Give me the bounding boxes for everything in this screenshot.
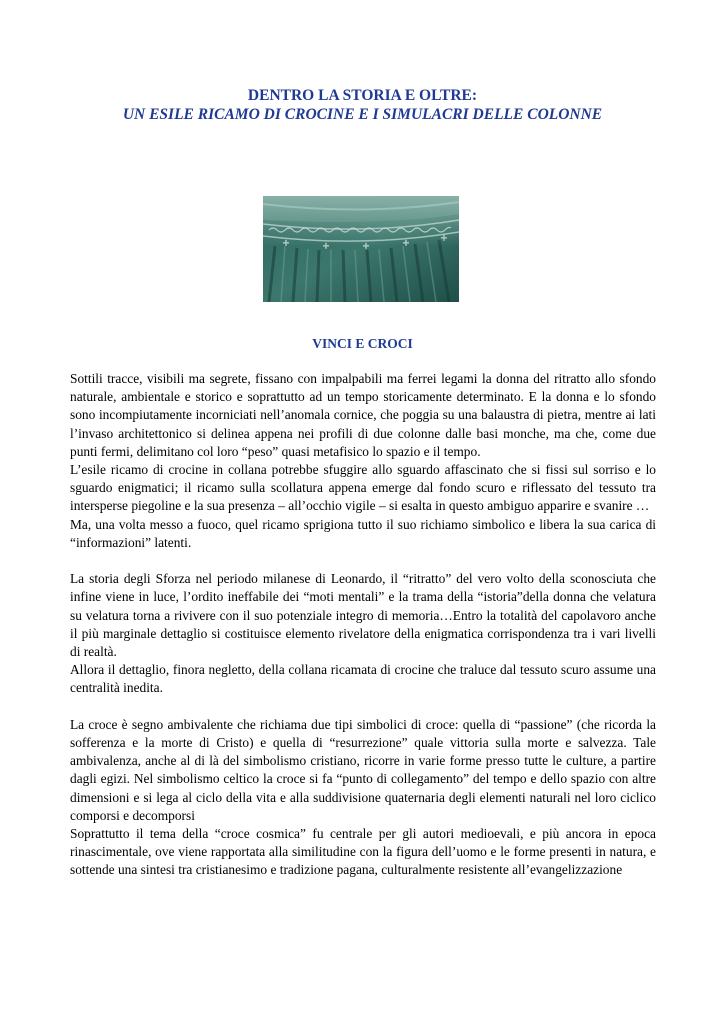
embroidered-collar-image xyxy=(263,196,459,302)
body-text xyxy=(70,370,656,880)
paragraph: L’esile ricamo di crocine in collana potrebbe sfuggire allo sguardo affascinato che si fissi sul sorriso e lo sguardo enigmatici; il ricamo sulla scollatura appena emerge dal fondo scuro e riflessato del tessuto tra intersperse piegoline e la sua presenza – all’occhio vigile – si esalta in questo ambiguo apparire e svanire … xyxy=(70,462,656,514)
paragraph: Allora il dettaglio, finora negletto, della collana ricamata di crocine che traluce dal tessuto scuro assume una centralità inedita. xyxy=(70,662,656,696)
paragraph: Ma, una volta messo a fuoco, quel ricamo sprigiona tutto il suo richiamo simbolico e libera la sua carica di “informazioni” latenti. xyxy=(70,516,656,550)
title-block xyxy=(40,86,685,124)
paragraph: Sottili tracce, visibili ma segrete, fissano con impalpabili ma ferrei legami la donna del ritratto allo sfondo naturale, ambientale e storico e soprattutto ad un tempo storicamente determinato. E la donna e lo sfondo sono incompiutamente incorniciati nell’anomala cornice, che poggia su una balaustra di pietra, mentre ai lati l’invaso architettonico si delinea appena nei profili di due colonne dalle basi monche, ma che, come due punti fermi, delimitano col loro “peso” quasi metafisico lo spazio e il tempo. xyxy=(70,371,656,459)
paragraph: La croce è segno ambivalente che richiama due tipi simbolici di croce: quella di “passione” (che ricorda la sofferenza e la morte di Cristo) e quella di “resurrezione” quale vittoria sulla morte e salvezza. Tale ambivalenza, anche al di là del simbolismo cristiano, ricorre in varie forme presso tutte le culture, a partire dagli egizi. Nel simbolismo celtico la croce si fa “punto di collegamento” del tempo e dello spazio con altre dimensioni e si lega al ciclo della vita e alla suddivisione quaternaria degli elementi naturali nel loro ciclico comporsi e decomporsi xyxy=(70,716,656,823)
document-title: DENTRO LA STORIA E OLTRE: xyxy=(247,87,478,104)
document-subtitle: UN ESILE RICAMO DI CROCINE E I SIMULACRI DELLE COLONNE xyxy=(122,106,603,123)
section-heading: VINCI E CROCI xyxy=(312,336,413,351)
paragraph: Soprattutto il tema della “croce cosmica” fu centrale per gli autori medioevali, e più ancora in epoca rinascimentale, ove viene rapportata alla similitudine con la figura dell’uomo e le forme presenti in natura, e sottende una sintesi tra cristianesimo e tradizione pagana, culturalmente resistente all’evangelizzazione xyxy=(70,826,656,878)
paragraph: La storia degli Sforza nel periodo milanese di Leonardo, il “ritratto” del vero volto della sconosciuta che infine viene in luce, l’ordito ineffabile dei “moti mentali” e la trama della “istoria”della donna che velatura su velatura torna a rivivere con il suo potenziale integro di memoria…Entro la totalità del capolavoro anche il più marginale dettaglio si costituisce elemento rivelatore della enigmatica corrispondenza tra i vari livelli di realtà. xyxy=(70,571,656,660)
